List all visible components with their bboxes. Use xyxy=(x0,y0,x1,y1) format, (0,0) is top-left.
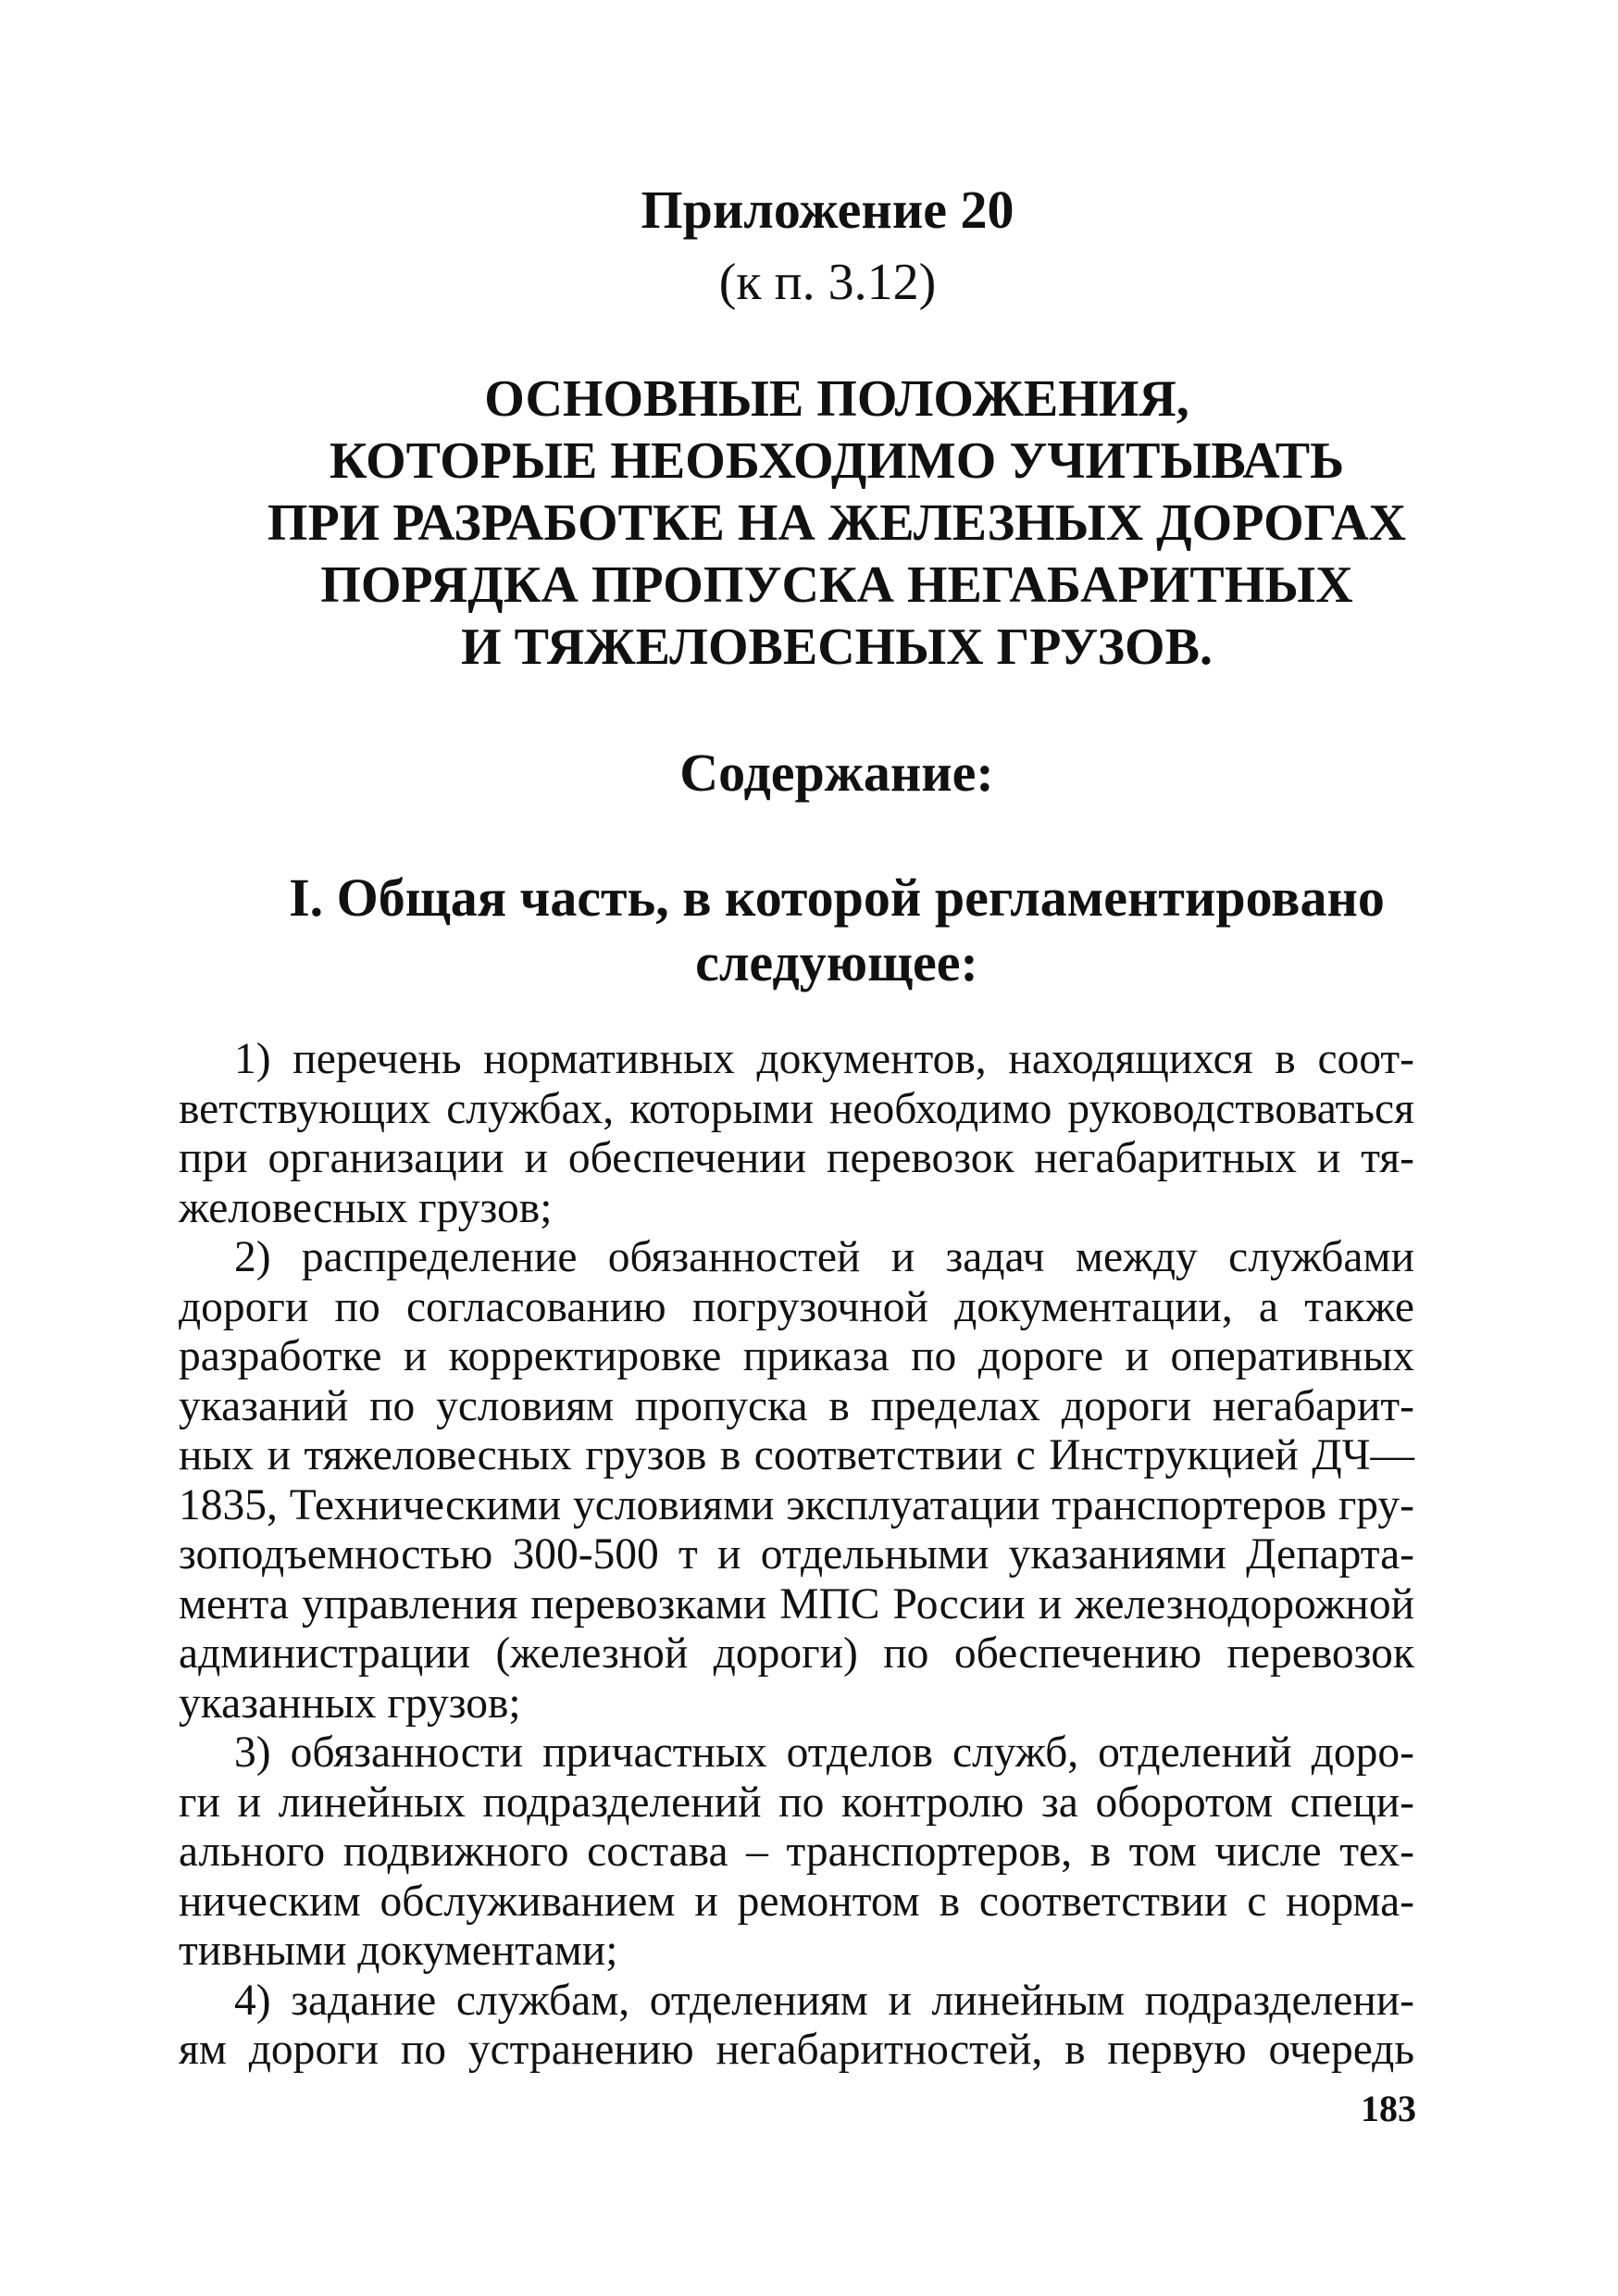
text-line: ных и тяжеловесных грузов в соответствии с Инструкцией ДЧ— xyxy=(179,1431,1414,1479)
text-line: ального подвижного состава – транспортеров, в том числе тех- xyxy=(179,1828,1414,1876)
contents-heading: Содержание: xyxy=(679,742,994,803)
body-text xyxy=(179,1035,1414,2076)
text-line: мента управления перевозками МПС России и железнодорожной xyxy=(179,1579,1414,1628)
text-line: 2) распределение обязанностей и задач между службами xyxy=(234,1233,1414,1281)
section-heading xyxy=(0,866,1618,995)
text-line: ги и линейных подразделений по контролю за оборотом специ- xyxy=(179,1778,1414,1827)
text-line: администрации (железной дороги) по обеспечению перевозок xyxy=(179,1629,1414,1678)
list-item-2 xyxy=(179,1233,1414,1728)
list-item-3 xyxy=(179,1728,1414,1977)
text-line: тивными документами; xyxy=(179,1927,618,1975)
main-title xyxy=(0,368,1618,679)
main-title-line: КОТОРЫЕ НЕОБХОДИМО УЧИТЫВАТЬ xyxy=(329,432,1345,490)
main-title-line: ПОРЯДКА ПРОПУСКА НЕГАБАРИТНЫХ xyxy=(320,556,1353,614)
main-title-line: И ТЯЖЕЛОВЕСНЫХ ГРУЗОВ. xyxy=(461,618,1213,676)
section-heading-line: I. Общая часть, в которой регламентировано xyxy=(289,867,1385,928)
text-line: 1835, Техническими условиями эксплуатации транспортеров гру- xyxy=(179,1480,1414,1529)
text-line: зоподъемностью 300-500 т и отдельными указаниями Департа- xyxy=(179,1530,1414,1578)
text-line: 1) перечень нормативных документов, находящихся в соот- xyxy=(234,1035,1414,1083)
text-line: ническим обслуживанием и ремонтом в соответствии с норма- xyxy=(179,1877,1414,1926)
text-line: 3) обязанности причастных отделов служб, отделений доро- xyxy=(234,1728,1414,1777)
section-heading-line: следующее: xyxy=(695,932,978,992)
list-item-1 xyxy=(179,1035,1414,1233)
text-line: 4) задание службам, отделениям и линейным подразделени- xyxy=(234,1976,1414,2025)
text-line: разработке и корректировке приказа по дороге и оперативных xyxy=(179,1332,1414,1380)
text-line: указанных грузов; xyxy=(179,1678,521,1728)
list-item-4 xyxy=(179,1977,1414,2076)
text-line: ветствующих службах, которыми необходимо руководствоваться xyxy=(179,1084,1414,1133)
main-title-line: ОСНОВНЫЕ ПОЛОЖЕНИЯ, xyxy=(484,370,1189,428)
text-line: указаний по условиям пропуска в пределах дороги негабарит- xyxy=(179,1381,1414,1430)
page-number: 183 xyxy=(1361,2088,1416,2129)
main-title-line: ПРИ РАЗРАБОТКЕ НА ЖЕЛЕЗНЫХ ДОРОГАХ xyxy=(267,494,1407,552)
text-line: при организации и обеспечении перевозок негабаритных и тя- xyxy=(179,1134,1414,1182)
appendix-title: Приложение 20 xyxy=(641,180,1014,240)
text-line: ям дороги по устранению негабаритностей, в первую очередь xyxy=(179,2026,1414,2074)
text-line: дороги по согласованию погрузочной документации, а также xyxy=(179,1282,1414,1331)
appendix-reference: (к п. 3.12) xyxy=(718,254,937,311)
text-line: желовесных грузов; xyxy=(179,1183,553,1232)
